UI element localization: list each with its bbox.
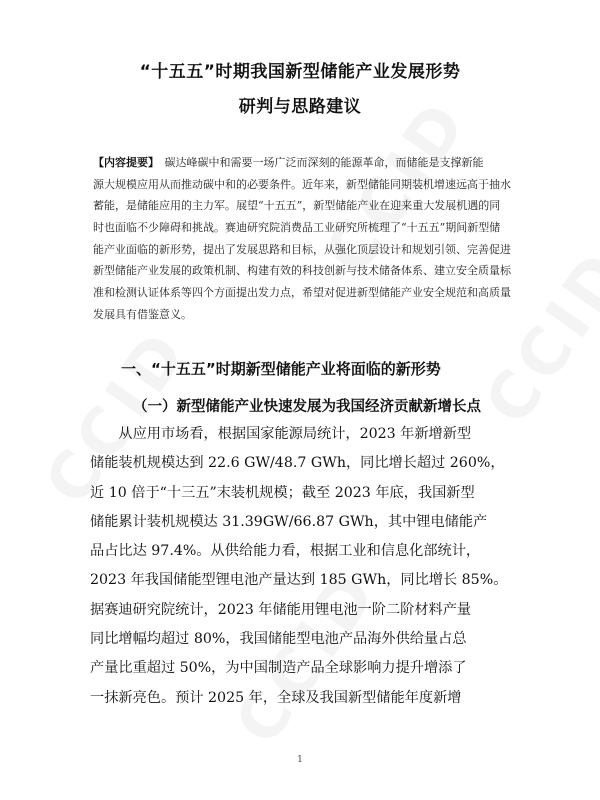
document-title: “十五五”时期我国新型储能产业发展形势	[139, 62, 461, 82]
document-title-line2: 研判与思路建议	[238, 97, 362, 117]
abstract-line: 新型储能产业发展的政策机制、构建有效的科技创新与技术储备体系、建立安全质量标	[93, 264, 511, 278]
body-line: 同比增幅均超过 80%，我国储能型电池产品海外供给量占总	[90, 631, 467, 648]
abstract-label: 【内容提要】	[93, 156, 154, 169]
abstract-line: 准和检测认证体系等四个方面提出发力点，希望对促进新型储能产业安全规范和高质量	[93, 286, 511, 300]
abstract-text: 碳达峰碳中和需要一场广泛而深刻的能源革命，而储能是支撑新能	[164, 156, 484, 169]
page-number: 1	[297, 755, 303, 765]
body-line: 储能装机规模达到 22.6 GW/48.7 GWh，同比增长超过 260%，	[90, 455, 505, 472]
body-line: 从应用市场看，根据国家能源局统计，2023 年新增新型	[90, 426, 472, 442]
body-line: 2023 年我国储能型锂电池产量达到 185 GWh，同比增长 85%。	[90, 572, 508, 589]
body-line: 产量比重超过 50%，为中国制造产品全球影响力提升增添了	[90, 660, 467, 677]
section-heading: 一、“十五五”时期新型储能产业将面临的新形势	[121, 360, 441, 378]
abstract-line: 时也面临不少障碍和挑战。赛迪研究院消费品工业研究所梳理了“十五五”期间新型储	[93, 221, 501, 235]
abstract-line: 能产业面临的新形势，提出了发展思路和目标，从强化顶层设计和规划引领、完善促进	[93, 242, 511, 256]
body-line: 据赛迪研究院统计，2023 年储能用锂电池一阶二阶材料产量	[90, 601, 472, 618]
abstract-line: 蓄能，是储能应用的主力军。展望“十五五”，新型储能产业在迎来重大发展机遇的同	[93, 199, 501, 213]
body-line: 近 10 倍于“十三五”末装机规模；截至 2023 年底，我国新型	[90, 484, 475, 501]
body-line: 一抹新亮色。预计 2025 年，全球及我国新型储能年度新增	[90, 689, 462, 706]
subsection-heading: （一）新型储能产业快速发展为我国经济贡献新增长点	[133, 398, 481, 415]
abstract-line	[93, 152, 509, 174]
abstract-line: 源大规模应用从而推动碳中和的必要条件。近年来，新型储能同期装机增速远高于抽水	[93, 177, 511, 191]
body-line: 储能累计装机规模达 31.39GW/66.87 GWh，其中锂电储能产	[90, 513, 488, 530]
abstract	[93, 152, 509, 326]
abstract-line: 发展具有借鉴意义。	[93, 307, 192, 321]
body-line: 品占比达 97.4%。从供给能力看，根据工业和信息化部统计，	[90, 543, 481, 560]
body-text	[90, 420, 518, 713]
